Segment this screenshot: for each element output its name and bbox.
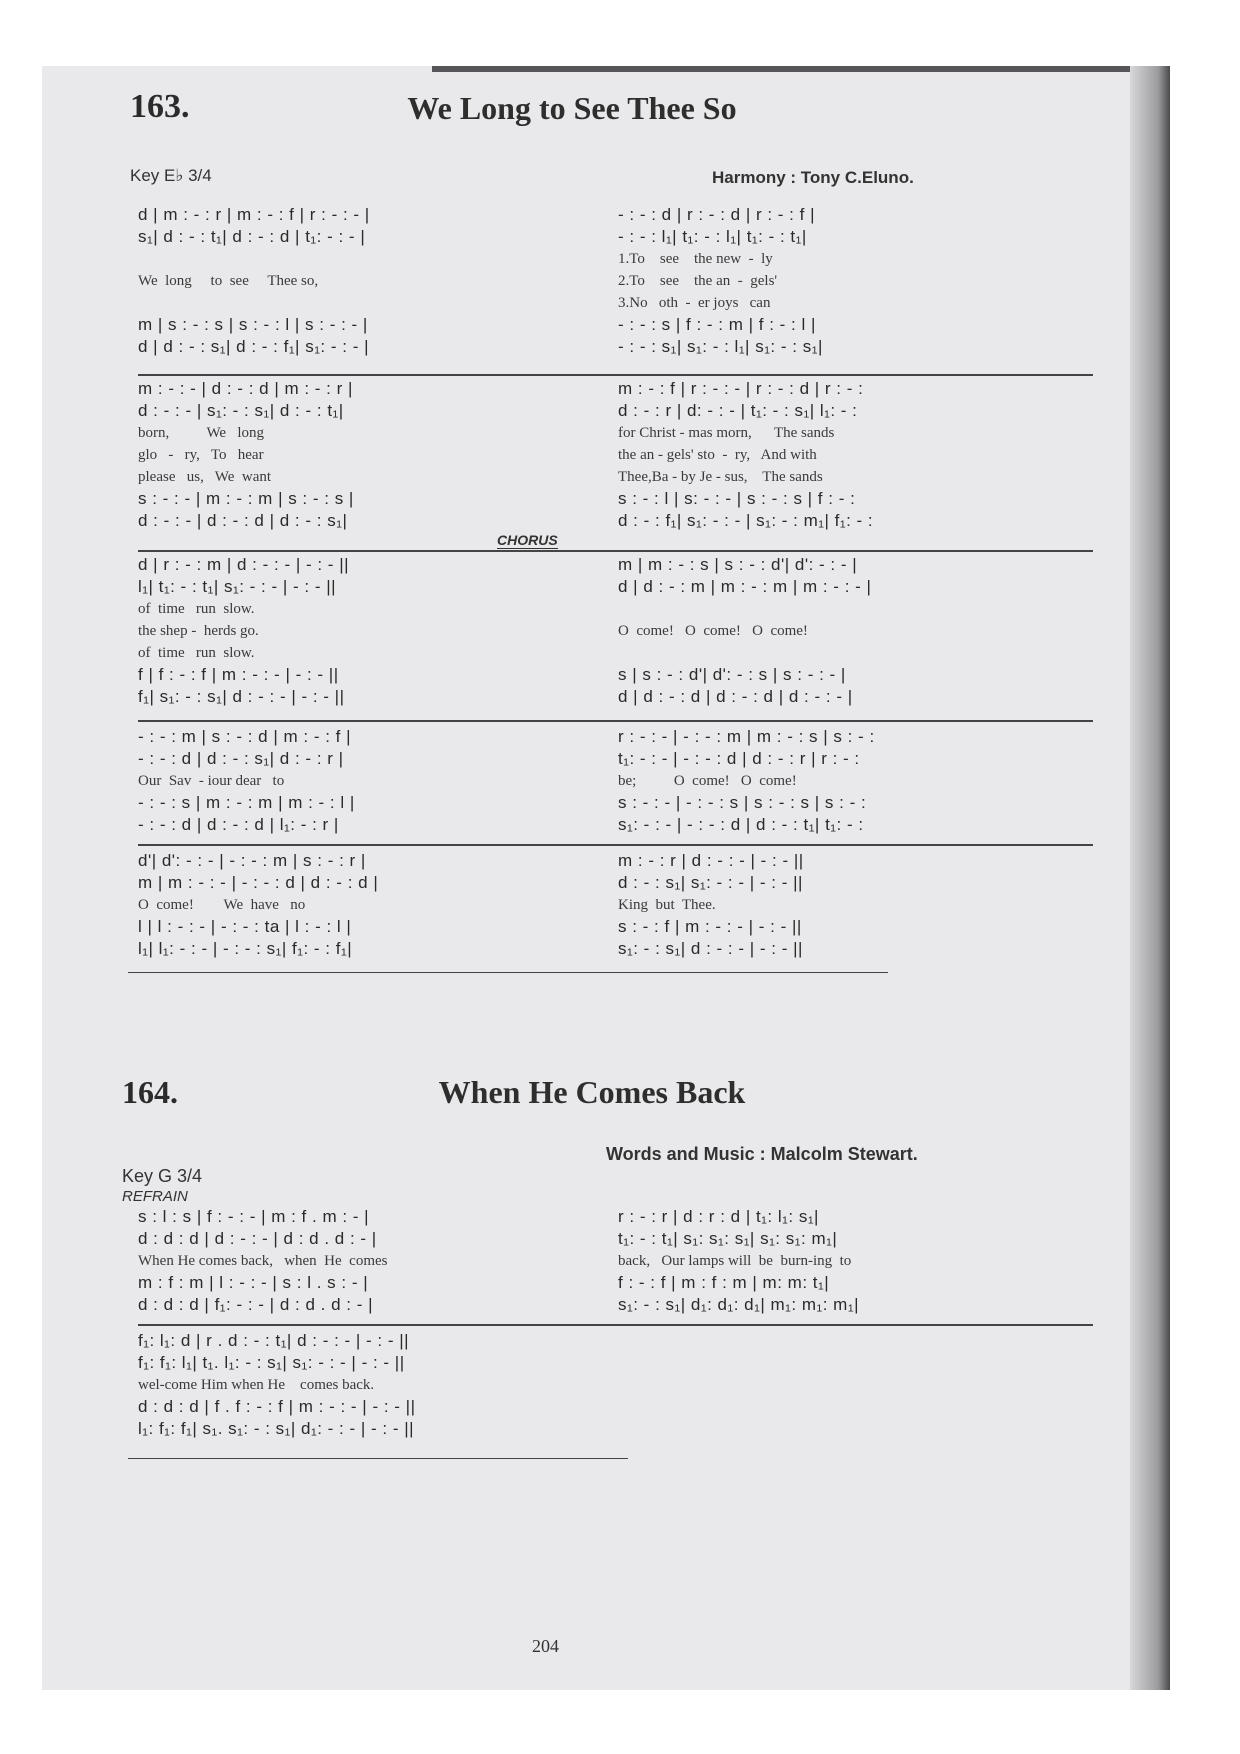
solfa-notes-line [138, 378, 1098, 400]
solfa-segment: d : - : - | d : - : d | d : - : s₁| [138, 511, 348, 530]
lyrics-line [138, 642, 1098, 664]
lyrics-segment: of time run slow. [138, 601, 255, 617]
hymn-164-title: When He Comes Back [438, 1074, 746, 1110]
hymn-163-title: We Long to See Thee So [407, 90, 737, 126]
hymn-164-number: 164. [122, 1074, 178, 1110]
lyrics-segment: Thee,Ba - by Je - sus, The sands [618, 469, 823, 485]
solfa-segment: m | m : - : s | s : - : d'| d': - : - | [618, 555, 858, 574]
solfa-segment: s | s : - : d'| d': - : s | s : - : - | [618, 665, 846, 684]
solfa-segment: - : - : s | m : - : m | m : - : l | [138, 793, 355, 812]
solfa-notes-line [138, 1206, 1098, 1228]
lyrics-line [138, 1250, 1098, 1272]
hymn-163-end-rule [128, 972, 888, 973]
solfa-notes-line [138, 872, 1098, 894]
solfa-segment: d : d : d | f₁: - : - | d : d . d : - | [138, 1295, 373, 1314]
solfa-notes-line [138, 938, 1098, 960]
hymn-163-key: Key E♭ 3/4 [130, 166, 212, 185]
solfa-segment: s : - : f | m : - : - | - : - || [618, 917, 802, 936]
solfa-notes-line [138, 226, 1098, 248]
solfa-segment: - : - : d | d : - : s₁| d : - : r | [138, 749, 344, 768]
solfa-notes-line [138, 1352, 658, 1374]
solfa-notes-line [138, 1294, 1098, 1316]
solfa-segment: s : - : l | s: - : - | s : - : s | f : - : [618, 489, 856, 508]
solfa-segment: d : - : - | s₁: - : s₁| d : - : t₁| [138, 401, 344, 420]
page-number: 204 [532, 1636, 559, 1656]
solfa-segment: m : - : r | d : - : - | - : - || [618, 851, 804, 870]
solfa-segment: m : - : f | r : - : - | r : - : d | r : - : [618, 379, 864, 398]
solfa-notes-line [138, 726, 1098, 748]
solfa-segment: - : - : m | s : - : d | m : - : f | [138, 727, 352, 746]
lyrics-segment: for Christ - mas morn, The sands [618, 425, 835, 441]
lyrics-segment: O come! O come! O come! [618, 623, 808, 639]
solfa-segment: l₁: f₁: f₁| s₁. s₁: - : s₁| d₁: - : - | - : - || [138, 1419, 415, 1438]
lyrics-segment: O come! We have no [138, 897, 306, 913]
solfa-segment: - : - : s₁| s₁: - : l₁| s₁: - : s₁| [618, 337, 823, 356]
solfa-notes-line [138, 510, 1098, 532]
solfa-segment: d : - : r | d: - : - | t₁: - : s₁| l₁: - : [618, 401, 858, 420]
lyrics-segment: glo - ry, To hear [138, 447, 264, 463]
lyrics-segment: wel-come Him when He comes back. [138, 1377, 375, 1393]
solfa-segment: f₁: f₁: l₁| t₁. l₁: - : s₁| s₁: - : - | - : - || [138, 1353, 405, 1372]
lyrics-segment [618, 642, 1098, 664]
solfa-segment: s₁: - : - | - : - : d | d : - : t₁| t₁: - : [618, 815, 864, 834]
solfa-notes-line [138, 576, 1098, 598]
solfa-segment: l₁| l₁: - : - | - : - : s₁| f₁: - : f₁| [138, 939, 353, 958]
solfa-segment: - : - : d | d : - : d | l₁: - : r | [138, 815, 339, 834]
page-binding-shadow [1130, 66, 1170, 1690]
hymn-163-harmony-credit: Harmony : Tony C.Eluno. [712, 168, 914, 187]
lyrics-segment: When He comes back, when He comes [138, 1253, 388, 1269]
solfa-notes-line [138, 400, 1098, 422]
lyrics-segment: born, We long [138, 425, 265, 441]
solfa-segment: - : - : s | f : - : m | f : - : l | [618, 315, 816, 334]
solfa-segment: f₁| s₁: - : s₁| d : - : - | - : - || [138, 687, 345, 706]
system-divider [138, 550, 1093, 552]
solfa-notes-line [138, 336, 1098, 358]
solfa-segment: s₁| d : - : t₁| d : - : d | t₁: - : - | [138, 227, 366, 246]
hymn-163-system-2 [138, 378, 1098, 532]
solfa-segment: m : - : - | d : - : d | m : - : r | [138, 379, 353, 398]
lyrics-segment: of time run slow. [138, 645, 255, 661]
solfa-notes-line [138, 314, 1098, 336]
hymn-163-system-3-chorus [138, 554, 1098, 708]
solfa-segment: d | d : - : m | m : - : m | m : - : - | [618, 577, 872, 596]
solfa-segment: d'| d': - : - | - : - : m | s : - : r | [138, 851, 366, 870]
solfa-segment: d : - : f₁| s₁: - : - | s₁: - : m₁| f₁: - : [618, 511, 874, 530]
solfa-segment: l | l : - : - | - : - : ta | l : - : l | [138, 917, 352, 936]
lyrics-segment [618, 598, 1098, 620]
solfa-segment: d | d : - : d | d : - : d | d : - : - | [618, 687, 853, 706]
solfa-segment: r : - : r | d : r : d | t₁: l₁: s₁| [618, 1207, 819, 1226]
page-top-edge-shadow [432, 66, 1170, 72]
lyrics-segment: 2.To see the an - gels' [618, 273, 778, 289]
hymn-163-system-1 [138, 204, 1098, 358]
solfa-notes-line [138, 1418, 658, 1440]
solfa-segment: f₁: l₁: d | r . d : - : t₁| d : - : - | - : - || [138, 1331, 410, 1350]
hymn-163-system-5 [138, 850, 1098, 960]
solfa-segment: d : d : d | f . f : - : f | m : - : - | - : - || [138, 1397, 416, 1416]
lyrics-line [138, 444, 1098, 466]
lyrics-segment: the shep - herds go. [138, 623, 259, 639]
lyrics-segment: King but Thee. [618, 897, 716, 913]
solfa-notes-line [138, 792, 1098, 814]
solfa-notes-line [138, 664, 1098, 686]
hymn-164-system-1 [138, 1206, 1098, 1316]
solfa-segment: - : - : l₁| t₁: - : l₁| t₁: - : t₁| [618, 227, 807, 246]
solfa-notes-line [138, 488, 1098, 510]
lyrics-line [138, 422, 1098, 444]
solfa-segment: m | s : - : s | s : - : l | s : - : - | [138, 315, 368, 334]
lyrics-line [138, 270, 1098, 292]
solfa-segment: f : - : f | m : f : m | m: m: t₁| [618, 1273, 830, 1292]
system-divider [138, 720, 1093, 722]
solfa-segment: f | f : - : f | m : - : - | - : - || [138, 665, 339, 684]
lyrics-segment: Our Sav - iour dear to [138, 773, 285, 789]
system-divider [138, 374, 1093, 376]
lyrics-segment: the an - gels' sto - ry, And with [618, 447, 817, 463]
solfa-segment: d | d : - : s₁| d : - : f₁| s₁: - : - | [138, 337, 370, 356]
solfa-segment: - : - : d | r : - : d | r : - : f | [618, 205, 815, 224]
refrain-label: REFRAIN [122, 1188, 188, 1205]
solfa-notes-line [138, 850, 1098, 872]
hymn-164-system-2 [138, 1330, 658, 1440]
solfa-notes-line [138, 1396, 658, 1418]
solfa-notes-line [138, 916, 1098, 938]
solfa-segment: l₁| t₁: - : t₁| s₁: - : - | - : - || [138, 577, 337, 596]
hymn-164-key: Key G 3/4 [122, 1166, 203, 1186]
hymn-163-system-4 [138, 726, 1098, 836]
lyrics-line [138, 598, 1098, 620]
lyrics-line [138, 620, 1098, 642]
solfa-segment: d : d : d | d : - : - | d : d . d : - | [138, 1229, 377, 1248]
solfa-segment: m : f : m | l : - : - | s : l . s : - | [138, 1273, 369, 1292]
lyrics-segment: be; O come! O come! [618, 773, 797, 789]
lyrics-segment [138, 292, 618, 314]
lyrics-segment: 1.To see the new - ly [618, 251, 773, 267]
solfa-notes-line [138, 204, 1098, 226]
solfa-segment: s : - : - | - : - : s | s : - : s | s : - : [618, 793, 867, 812]
system-divider [138, 1324, 1093, 1326]
solfa-notes-line [138, 1272, 1098, 1294]
solfa-notes-line [138, 1228, 1098, 1250]
lyrics-segment: 3.No oth - er joys can [618, 295, 771, 311]
hymn-164-words-music-credit: Words and Music : Malcolm Stewart. [606, 1144, 918, 1164]
lyrics-segment: We long to see Thee so, [138, 273, 319, 289]
lyrics-segment [138, 248, 618, 270]
solfa-segment: r : - : - | - : - : m | m : - : s | s : - : [618, 727, 875, 746]
solfa-notes-line [138, 748, 1098, 770]
hymn-163-number: 163. [130, 88, 190, 125]
solfa-segment: t₁: - : - | - : - : d | d : - : r | r : - : [618, 749, 860, 768]
solfa-segment: d : - : s₁| s₁: - : - | - : - || [618, 873, 803, 892]
solfa-segment: d | r : - : m | d : - : - | - : - || [138, 555, 350, 574]
solfa-notes-line [138, 554, 1098, 576]
lyrics-line [138, 770, 1098, 792]
lyrics-line [138, 248, 1098, 270]
system-divider [138, 844, 1093, 846]
solfa-notes-line [138, 686, 1098, 708]
hymn-164-end-rule [128, 1458, 628, 1459]
lyrics-line [138, 292, 1098, 314]
lyrics-segment: please us, We want [138, 469, 272, 485]
solfa-segment: t₁: - : t₁| s₁: s₁: s₁| s₁: s₁: m₁| [618, 1229, 838, 1248]
solfa-segment: s : - : - | m : - : m | s : - : s | [138, 489, 354, 508]
solfa-segment: s₁: - : s₁| d : - : - | - : - || [618, 939, 803, 958]
solfa-segment: d | m : - : r | m : - : f | r : - : - | [138, 205, 370, 224]
solfa-notes-line [138, 1330, 658, 1352]
solfa-segment: m | m : - : - | - : - : d | d : - : d | [138, 873, 379, 892]
solfa-segment: s : l : s | f : - : - | m : f . m : - | [138, 1207, 370, 1226]
page-photo [42, 66, 1170, 1690]
solfa-notes-line [138, 814, 1098, 836]
lyrics-segment: back, Our lamps will be burn-ing to [618, 1253, 852, 1269]
solfa-segment: s₁: - : s₁| d₁: d₁: d₁| m₁: m₁: m₁| [618, 1295, 859, 1314]
lyrics-line [138, 1374, 658, 1396]
chorus-label: CHORUS [497, 532, 558, 548]
lyrics-line [138, 894, 1098, 916]
lyrics-line [138, 466, 1098, 488]
